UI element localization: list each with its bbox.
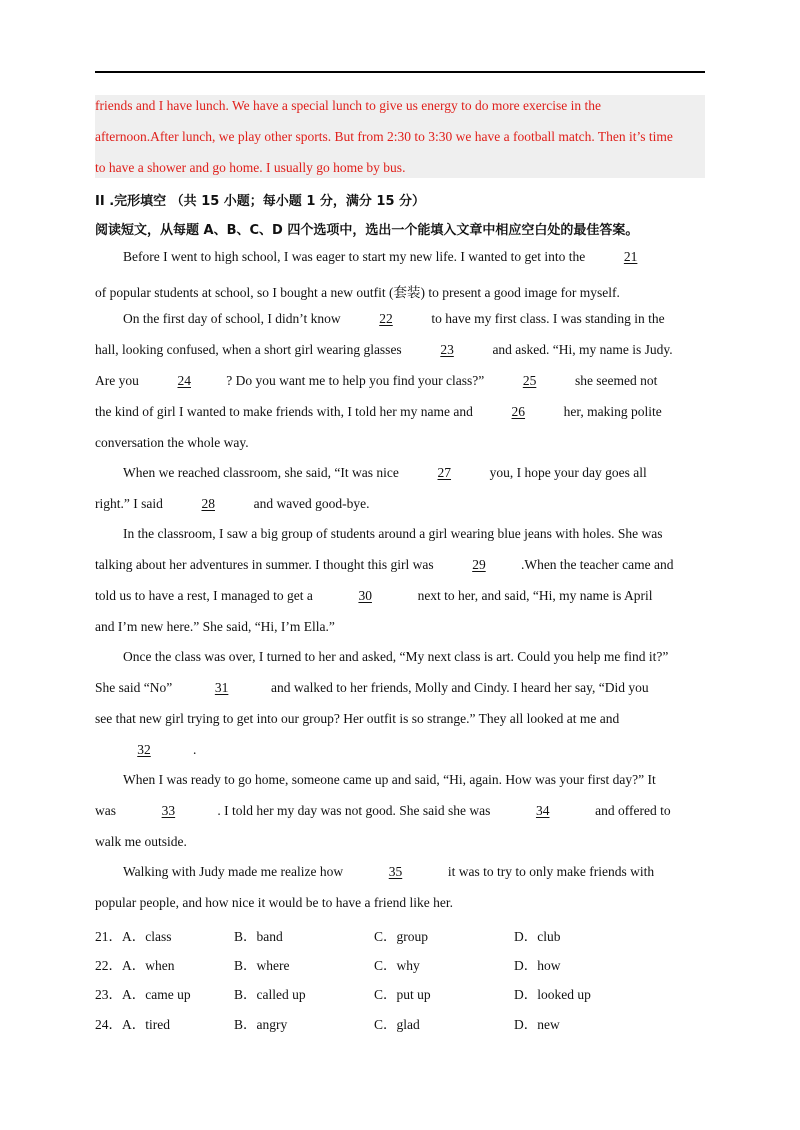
passage-line <box>123 311 665 327</box>
option-b[interactable]: B．angry <box>234 1017 288 1032</box>
text: Before I went to high school, I was eager to start my new life. I wanted to get into the <box>123 249 589 264</box>
option-c[interactable]: C．put up <box>374 987 431 1002</box>
passage-line <box>95 680 649 696</box>
text: it was to try to only make friends with <box>444 864 655 879</box>
text: .When the teacher came and <box>520 557 674 572</box>
text: and asked. “Hi, my name is Judy. <box>489 342 673 357</box>
option-b[interactable]: B．band <box>234 929 283 944</box>
option-c[interactable]: C．glad <box>374 1017 420 1032</box>
option-a[interactable]: 23．A．came up <box>95 987 191 1002</box>
section-instruction: 阅读短文，从每题 A、B、C、D 四个选项中，选出一个能填入文章中相应空白处的最佳答案。 <box>95 223 639 238</box>
text: to have my first class. I was standing in the <box>427 311 665 326</box>
passage-line <box>95 557 674 573</box>
blank-33: 33 <box>161 803 176 818</box>
passage-line <box>95 588 652 604</box>
text: and offered to <box>591 803 671 818</box>
passage-line: see that new girl trying to get into our group? Her outfit is so strange.” They all looked at me and <box>95 711 620 726</box>
option-d[interactable]: D．new <box>514 1017 560 1032</box>
blank-32: 32 <box>137 742 151 757</box>
text: and walked to her friends, Molly and Cindy. I heard her say, “Did you <box>267 680 649 695</box>
option-b[interactable]: B．called up <box>234 987 306 1002</box>
blank-34: 34 <box>535 803 550 818</box>
passage-line <box>95 803 671 819</box>
passage-line <box>95 496 369 512</box>
option-d[interactable]: D．looked up <box>514 987 591 1002</box>
top-rule <box>95 71 705 73</box>
blank-23: 23 <box>440 342 454 357</box>
text: . <box>193 742 197 757</box>
passage-line <box>95 342 673 358</box>
answer-line-1: friends and I have lunch. We have a special lunch to give us energy to do more exercise in the <box>95 98 601 113</box>
blank-35: 35 <box>388 864 403 879</box>
passage-line <box>95 404 662 420</box>
text: She said “No” <box>95 680 176 695</box>
passage-line <box>95 742 196 758</box>
option-a[interactable]: 22．A．when <box>95 958 175 973</box>
text: Are you <box>95 373 143 388</box>
blank-24: 24 <box>177 373 191 388</box>
blank-26: 26 <box>511 404 526 419</box>
blank-27: 27 <box>437 465 452 480</box>
passage-line: Once the class was over, I turned to her and asked, “My next class is art. Could you help me find it?” <box>123 649 669 664</box>
passage-line <box>123 465 647 481</box>
text: . I told her my day was not good. She said she was <box>217 803 494 818</box>
blank-25: 25 <box>522 373 537 388</box>
passage-line: of popular students at school, so I bought a new outfit (套装) to present a good image for myself. <box>95 285 620 300</box>
text: hall, looking confused, when a short girl wearing glasses <box>95 342 406 357</box>
answer-line-3: to have a shower and go home. I usually go home by bus. <box>95 160 406 175</box>
passage-line: popular people, and how nice it would be to have a friend like her. <box>95 895 454 910</box>
option-c[interactable]: C．group <box>374 929 428 944</box>
text: When we reached classroom, she said, “It was nice <box>123 465 403 480</box>
text: talking about her adventures in summer. I thought this girl was <box>95 557 437 572</box>
passage-line: In the classroom, I saw a big group of students around a girl wearing blue jeans with holes. She was <box>123 526 663 541</box>
text: and waved good-bye. <box>250 496 370 511</box>
text: her, making polite <box>560 404 662 419</box>
option-a[interactable]: 21．A．class <box>95 929 172 944</box>
section-heading: II .完形填空 （共 15 小题；每小题 1 分，满分 15 分） <box>95 194 426 209</box>
answer-line-2: afternoon.After lunch, we play other sports. But from 2:30 to 3:30 we have a football match. Then it’s time <box>95 129 673 144</box>
text: ? Do you want me to help you find your class?” <box>226 373 488 388</box>
option-d[interactable]: D．how <box>514 958 561 973</box>
passage-line: walk me outside. <box>95 834 187 849</box>
blank-29: 29 <box>472 557 486 572</box>
passage-line <box>123 864 654 880</box>
text: told us to have a rest, I managed to get a <box>95 588 317 603</box>
blank-30: 30 <box>358 588 372 603</box>
text: the kind of girl I wanted to make friends with, I told her my name and <box>95 404 477 419</box>
passage-line <box>123 249 673 265</box>
option-a[interactable]: 24．A．tired <box>95 1017 170 1032</box>
passage-line: When I was ready to go home, someone came up and said, “Hi, again. How was your first day?” It <box>123 772 656 787</box>
text: right.” I said <box>95 496 167 511</box>
blank-28: 28 <box>201 496 215 511</box>
text: next to her, and said, “Hi, my name is April <box>414 588 653 603</box>
text: Walking with Judy made me realize how <box>123 864 347 879</box>
option-b[interactable]: B．where <box>234 958 290 973</box>
text: you, I hope your day goes all <box>486 465 647 480</box>
text: was <box>95 803 120 818</box>
blank-31: 31 <box>214 680 229 695</box>
text: On the first day of school, I didn’t know <box>123 311 344 326</box>
text: she seemed not <box>571 373 658 388</box>
option-c[interactable]: C．why <box>374 958 420 973</box>
passage-line: conversation the whole way. <box>95 435 249 450</box>
blank-21: 21 <box>623 249 638 264</box>
passage-line: and I’m new here.” She said, “Hi, I’m Ella.” <box>95 619 335 634</box>
option-d[interactable]: D．club <box>514 929 561 944</box>
blank-22: 22 <box>379 311 393 326</box>
passage-line <box>95 373 657 389</box>
